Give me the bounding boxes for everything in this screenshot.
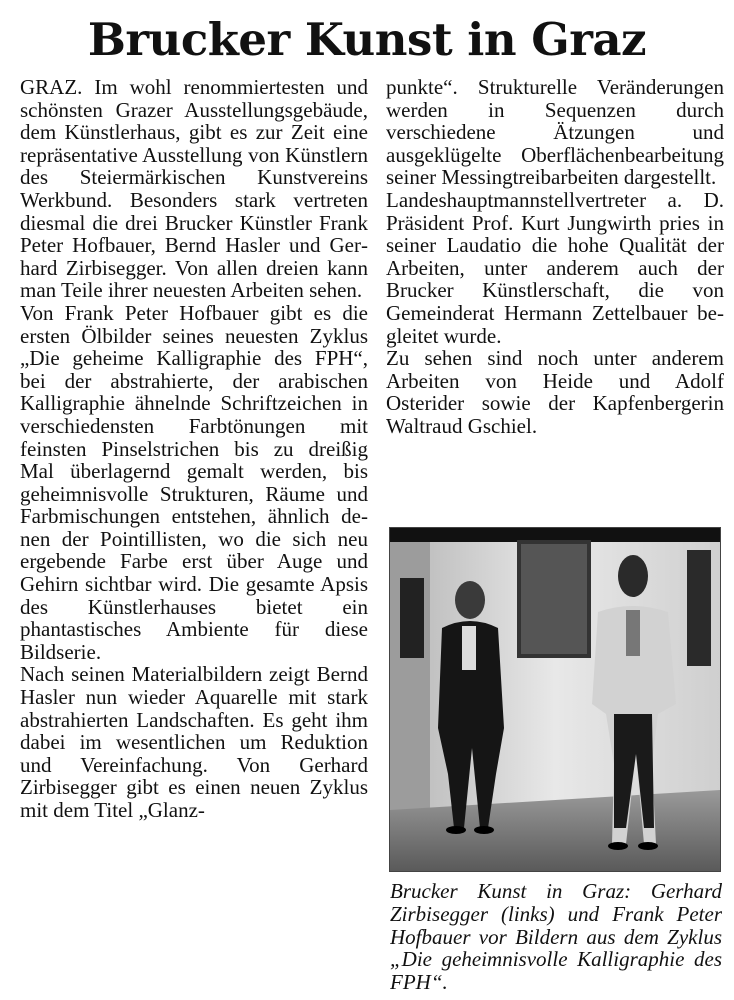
headline: Brucker Kunst in Graz [87,13,647,66]
photo-caption: Brucker Kunst in Graz: Gerhard Zirbisegger (links) und Frank Peter Hofbauer vor Bildern aus dem Zyklus „Die geheimnisvolle Kalligraphie des FPH“. [390,880,722,995]
paragraph-zirbisegger: punkte“. Strukturelle Veränderungen werden in Sequenzen durch verschiedene Ätzungen und ausgeklügelte Oberflächenbearbeitung seiner Messingtreibarbeiten dargestellt. [386,76,724,190]
article-photo [389,527,721,872]
article-column-left [20,76,368,998]
paragraph-hofbauer: Von Frank Peter Hofbauer gibt es die ersten Ölbilder seines neuesten Zyklus „Die geheime Kalligraphie des FPH“, bei der abstrahierte, der arabischen Kalligraphie ähnelnde Schriftzeichen in verschiedensten Farbtönungen mit feinsten Pinselstrichen bis zu dreißig Mal überlagernd gemalt werden, bis geheimnisvolle Strukturen, Räume und Farbmischungen entstehen, ähnlich denen der Pointillisten, wo die sich neu ergebende Farbe erst über Auge und Gehirn sichtbar wird. Die gesamte Apsis des Künstlerhauses bietet ein phantastisches Ambiente für diese Bildserie. [20,300,368,664]
paragraph-laudatio: Landeshauptmannstellvertreter a. D. Präsident Prof. Kurt Jungwirth pries in seiner Laudatio die hohe Qualität der Arbeiten, unter anderem auch der Brucker Künstlerschaft, die von Gemeinderat Hermann Zettelbauer begleitet wurde. [386,187,724,348]
paragraph-intro: GRAZ. Im wohl renommiertesten und schönsten Grazer Ausstellungsgebäude, dem Künstlerhaus, gibt es zur Zeit eine repräsentative Ausstellung von Künstlern des Steiermärkischen Kunstvereins Werkbund. Besonders stark vertreten diesmal die drei Brucker Künstler Frank Peter Hofbauer, Bernd Hasler und Gerhard Zirbisegger. Von allen dreien kann man Teile ihrer neuesten Arbeiten sehen. [20,76,368,303]
paragraph-others: Zu sehen sind noch unter anderem Arbeiten von Heide und Adolf Osterider sowie der Kapfenbergerin Waltraud Gschiel. [386,346,724,438]
article-column-right [386,76,724,516]
paragraph-hasler: Nach seinen Materialbildern zeigt Bernd Hasler nun wieder Aquarelle mit stark abstrahierten Landschaften. Es geht ihm dabei im wesentlichen um Reduktion und Vereinfachung. Von Gerhard Zirbisegger gibt es einen neuen Zyklus mit dem Titel „Glanz- [20,662,368,822]
photo-illustration [390,528,720,871]
